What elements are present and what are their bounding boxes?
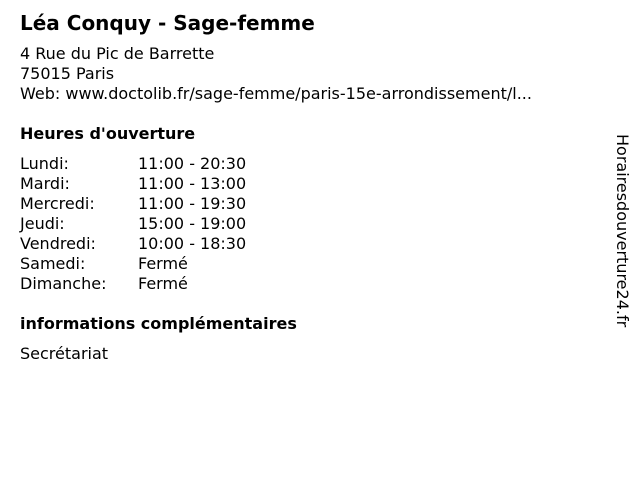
hours-time: 11:00 - 13:00 [138, 174, 247, 193]
hours-row-sunday [20, 274, 246, 294]
hours-row-wednesday [20, 194, 246, 214]
hours-day: Mercredi: [20, 194, 95, 213]
page-title: Léa Conquy - Sage-femme [20, 11, 315, 35]
hours-row-monday [20, 154, 246, 174]
address-street: 4 Rue du Pic de Barrette [20, 44, 215, 63]
address-block [20, 44, 532, 104]
hours-day: Lundi: [20, 154, 69, 173]
hours-row-tuesday [20, 174, 246, 194]
hours-time: 10:00 - 18:30 [138, 234, 247, 253]
hours-time: Fermé [138, 254, 188, 273]
hours-day: Samedi: [20, 254, 86, 273]
opening-hours-heading: Heures d'ouverture [20, 124, 196, 143]
hours-time: 15:00 - 19:00 [138, 214, 247, 233]
opening-hours-table [20, 154, 246, 294]
site-watermark: Horairesdouverture24.fr [613, 134, 632, 328]
hours-time: 11:00 - 19:30 [138, 194, 247, 213]
address-city: 75015 Paris [20, 64, 115, 83]
hours-time: 11:00 - 20:30 [138, 154, 247, 173]
additional-info-heading: informations complémentaires [20, 314, 297, 333]
web-link[interactable]: Web: www.doctolib.fr/sage-femme/paris-15e-arrondissement/l... [20, 84, 532, 103]
hours-day: Dimanche: [20, 274, 107, 293]
hours-row-thursday [20, 214, 246, 234]
hours-day: Vendredi: [20, 234, 96, 253]
hours-time: Fermé [138, 274, 188, 293]
hours-day: Jeudi: [20, 214, 65, 233]
additional-info-text: Secrétariat [20, 344, 109, 363]
hours-row-friday [20, 234, 246, 254]
hours-row-saturday [20, 254, 246, 274]
hours-day: Mardi: [20, 174, 70, 193]
